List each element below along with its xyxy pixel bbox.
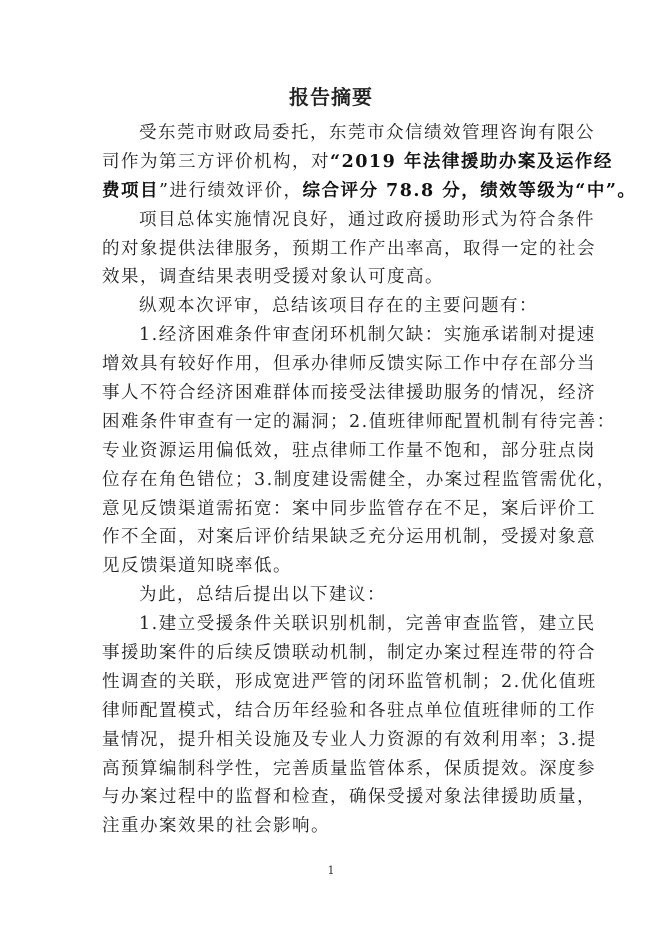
text-line	[102, 783, 596, 812]
page-title: 报告摘要	[289, 85, 373, 109]
text-line	[102, 523, 596, 552]
text-line	[102, 379, 596, 408]
text-line	[102, 552, 561, 581]
text-line	[102, 581, 561, 610]
text-line	[102, 177, 637, 206]
text-line	[102, 812, 561, 841]
text-segment: 作不全面，对案后评价结果缺乏充分运用机制，受援对象意	[102, 527, 596, 548]
text-line	[102, 610, 596, 639]
text-segment: 1.建立受援条件关联识别机制，完善审查监管，建立民	[139, 614, 596, 635]
text-segment: 专业资源运用偏低效，驻点律师工作量不饱和，部分驻点岗	[102, 440, 596, 461]
text-segment: 的对象提供法律服务，预期工作产出率高，取得一定的社会	[102, 238, 596, 259]
text-line	[102, 639, 596, 668]
text-line	[102, 292, 561, 321]
text-segment: 注重办案效果的社会影响。	[102, 816, 330, 837]
text-line	[102, 755, 596, 784]
text-line	[102, 263, 561, 292]
text-segment: 困难条件审查有一定的漏洞；2.值班律师配置机制有待完善：	[102, 411, 616, 432]
text-segment: 位存在角色错位；3.制度建设需健全，办案过程监管需优化，	[102, 469, 616, 490]
text-line	[102, 350, 596, 379]
text-segment: 量情况，提升相关设施及专业人力资源的有效利用率；3.提	[102, 729, 597, 750]
page-number: 1	[327, 864, 335, 877]
text-segment: 与办案过程中的监督和检查，确保受援对象法律援助质量，	[102, 787, 596, 808]
bold-text-segment: 费项目	[102, 180, 159, 201]
text-segment: 事人不符合经济困难群体而接受法律援助服务的情况，经济	[102, 383, 596, 404]
text-line	[102, 119, 595, 148]
text-segment: 效果，调查结果表明受援对象认可度高。	[102, 267, 444, 288]
text-line	[102, 206, 595, 235]
text-line	[102, 495, 596, 524]
text-line	[102, 437, 596, 466]
text-line	[102, 321, 596, 350]
text-segment: 律师配置模式，结合历年经验和各驻点单位值班律师的工作	[102, 700, 596, 721]
text-segment: ”进行绩效评价，	[159, 180, 303, 201]
text-line	[102, 697, 596, 726]
bold-text-segment: 综合评分 78.8 分，绩效等级为“中”。	[302, 180, 637, 201]
text-segment: 事援助案件的后续反馈联动机制，制定办案过程连带的符合	[102, 643, 596, 664]
text-line	[102, 408, 616, 437]
bold-text-segment: “2019 年法律援助办案及运作经	[330, 151, 613, 172]
text-segment: 项目总体实施情况良好，通过政府援助形式为符合条件	[139, 209, 595, 230]
report-summary-body	[102, 119, 637, 841]
text-segment: 司作为第三方评价机构，对	[102, 151, 330, 172]
text-segment: 纵观本次评审，总结该项目存在的主要问题有：	[139, 296, 538, 317]
text-line	[102, 148, 613, 177]
text-line	[102, 668, 597, 697]
text-segment: 性调查的关联，形成宽进严管的闭环监管机制；2.优化值班	[102, 671, 597, 692]
text-segment: 为此，总结后提出以下建议：	[139, 585, 386, 606]
text-line	[102, 235, 596, 264]
text-segment: 高预算编制科学性，完善质量监管体系，保质提效。深度参	[102, 758, 596, 779]
text-segment: 1.经济困难条件审查闭环机制欠缺：实施承诺制对提速	[139, 325, 596, 346]
text-line	[102, 726, 597, 755]
text-line	[102, 466, 616, 495]
text-segment: 见反馈渠道知晓率低。	[102, 556, 292, 577]
text-segment: 增效具有较好作用，但承办律师反馈实际工作中存在部分当	[102, 354, 596, 375]
text-segment: 意见反馈渠道需拓宽：案中同步监管存在不足，案后评价工	[102, 498, 596, 519]
text-segment: 受东莞市财政局委托，东莞市众信绩效管理咨询有限公	[139, 123, 595, 143]
